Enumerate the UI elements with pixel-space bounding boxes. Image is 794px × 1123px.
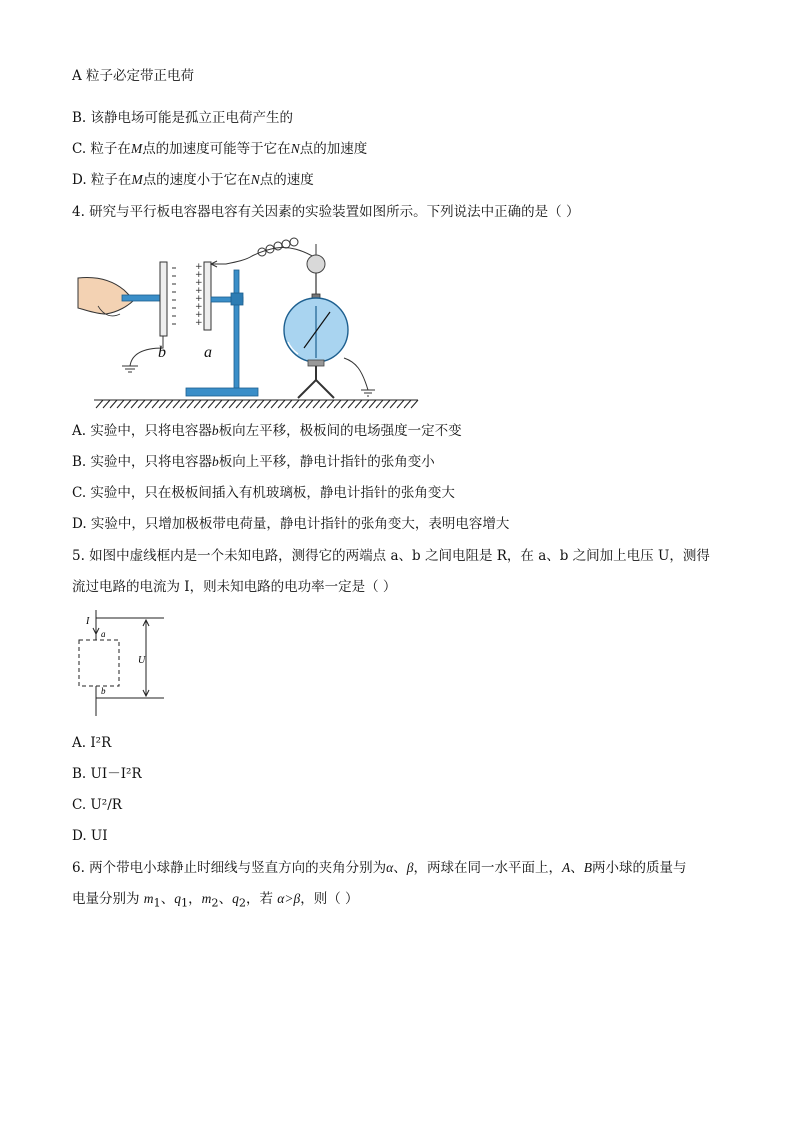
stand-base [186,388,258,396]
ground-hatch-mark [376,400,383,408]
q3-option-b: B. 该静电场可能是孤立正电荷产生的 [72,110,294,126]
ground-hatch-mark [173,400,180,408]
ground-hatch-mark [278,400,285,408]
ground-hatch-mark [215,400,222,408]
ground-hatch-mark [110,400,117,408]
q4-option-d: D. 实验中，只增加极板带电荷量，静电计指针的张角变大，表明电容增大 [72,516,510,532]
ground-hatch-mark [152,400,159,408]
q5-stem-line2: 流过电路的电流为 I，则未知电路的电功率一定是（ ） [72,579,397,595]
plate-a-charges [195,262,203,328]
ground-hatch-mark [313,400,320,408]
q4-option-b: B. 实验中，只将电容器b板向上平移，静电计指针的张角变小 [72,454,435,470]
ground-hatch-mark [131,400,138,408]
ground-hatch-mark [201,400,208,408]
q4-stem: 4. 研究与平行板电容器电容有关因素的实验装置如图所示。下列说法中正确的是（ ） [72,204,580,220]
ground-hatch-mark [348,400,355,408]
ground-hatch-mark [257,400,264,408]
ground-hatch-mark [334,400,341,408]
q6-stem-line2: 电量分别为 $m_1$、$q_1$，$m_2$、$q_2$，若 α>β，则（ ） [72,891,359,910]
q3-option-d: D. 粒子在M点的速度小于它在N点的速度 [72,172,314,188]
svg-text:+: + [195,294,203,304]
svg-text:+: + [195,286,203,296]
terminal-a-label: a [101,629,106,639]
unknown-circuit-box [79,640,119,686]
plate-b-label: b [158,344,166,361]
ground-hatch-mark [390,400,397,408]
q5-option-c: C. U²/R [72,797,122,813]
q5-option-a: A. I²R [72,735,112,751]
ground-hatch-mark [222,400,229,408]
q3-option-a: A 粒子必定带正电荷 [72,68,195,84]
ground-hatch-mark [264,400,271,408]
ground-hatch-mark [299,400,306,408]
unknown-circuit-figure [72,608,172,718]
ground-symbol-left [122,366,138,372]
ground-hatch-mark [320,400,327,408]
ground-hatch-mark [187,400,194,408]
voltage-label: U [138,655,146,666]
ground-hatch-mark [124,400,131,408]
stand-clamp [231,293,243,305]
insulating-rod [122,295,162,301]
ground-hatch-mark [229,400,236,408]
ground-hatch-mark [411,400,418,408]
ground-hatch-mark [250,400,257,408]
plate-b-charges [172,268,176,324]
q5-stem-line1: 5. 如图中虚线框内是一个未知电路，测得它的两端点 a、b 之间电阻是 R，在 a、b 之间加上电压 U，测得 [72,548,710,564]
ground-hatch-mark [327,400,334,408]
ground-hatch-mark [96,400,103,408]
ground-hatch-mark [306,400,313,408]
svg-text:+: + [195,278,203,288]
svg-text:+: + [195,302,203,312]
ground-hatch-mark [355,400,362,408]
terminal-b-label: b [101,686,106,696]
ground-hatch-mark [180,400,187,408]
wire-coils [258,238,298,256]
ground-hatch-mark [292,400,299,408]
ground-hatch-mark [208,400,215,408]
ground-hatch-mark [243,400,250,408]
ground-hatch-mark [138,400,145,408]
electroscope-knob [307,255,325,273]
plate-a-label: a [204,344,212,361]
svg-text:+: + [195,310,203,320]
ground-hatch-mark [103,400,110,408]
capacitor-experiment-figure [76,230,426,412]
ground-hatch-mark [271,400,278,408]
ground-hatch-mark [166,400,173,408]
q4-option-c: C. 实验中，只在极板间插入有机玻璃板，静电计指针的张角变大 [72,485,455,501]
svg-text:+: + [195,262,203,272]
ground-hatch-mark [236,400,243,408]
plate-b [160,262,167,336]
electroscope-ground-wire [344,358,368,390]
q5-option-d: D. UI [72,828,108,844]
ground-hatch-mark [117,400,124,408]
stand-rod [234,270,239,390]
ground-symbol-right [361,390,375,396]
ground-hatch-mark [362,400,369,408]
ground-hatch-mark [159,400,166,408]
ground-hatch-mark [194,400,201,408]
plate-a [204,262,211,330]
electroscope-stand [298,380,334,398]
svg-text:+: + [195,270,203,280]
q5-option-b: B. UI－I²R [72,766,142,782]
q3-option-c: C. 粒子在M点的加速度可能等于它在N点的加速度 [72,141,368,157]
svg-text:+: + [195,318,203,328]
ground-hatch-mark [341,400,348,408]
ground-hatch-mark [383,400,390,408]
ground-hatch-mark [285,400,292,408]
ground-hatch-mark [369,400,376,408]
q4-option-a: A. 实验中，只将电容器b板向左平移，极板间的电场强度一定不变 [72,423,462,439]
q6-stem-line1: 6. 两个带电小球静止时细线与竖直方向的夹角分别为α、β，两球在同一水平面上，A、B两小球的质量与 [72,860,687,876]
current-label: I [86,616,90,627]
ground-surface [94,400,418,408]
ground-hatch-mark [145,400,152,408]
ground-hatch-mark [404,400,411,408]
ground-hatch-mark [397,400,404,408]
